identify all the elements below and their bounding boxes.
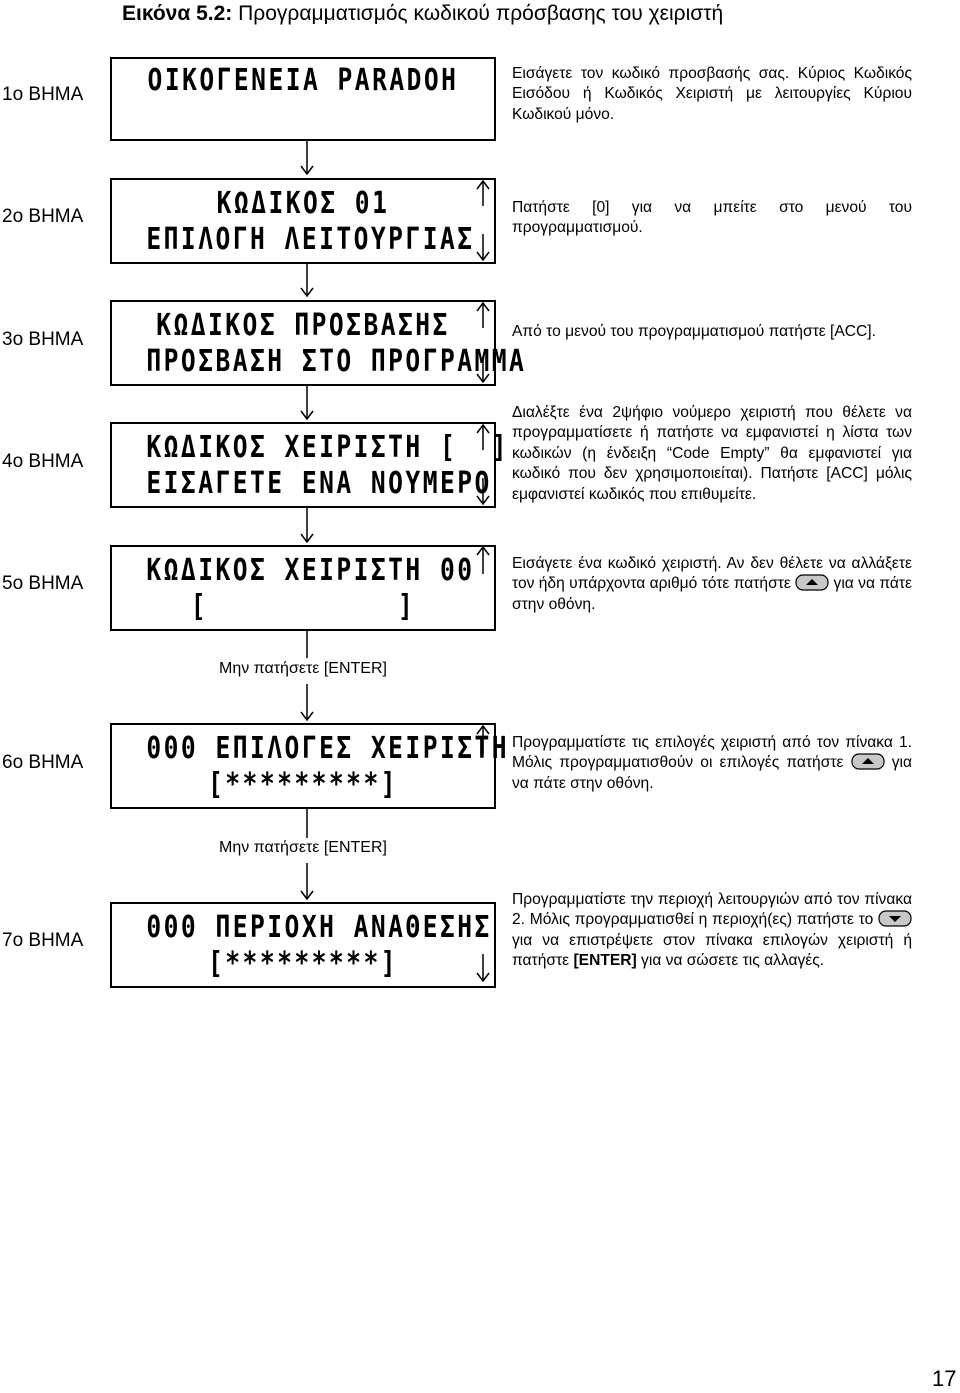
lcd-line-1: OIKOΓENEIA PARADOH [147,63,459,98]
lcd-line-2: EIΣAΓETE ENA NOYMEPO [146,466,492,501]
lcd-line-2: ΠPOΣBAΣH ΣTO ΠPOΓPAMMA [146,344,527,379]
no-enter-note: Μην πατήσετε [ENTER] [219,660,387,677]
step-6-text-b: για να πάτε στην οθόνη. [512,754,912,792]
down-arrow-key-icon [878,910,912,927]
page-number: 17 [932,1366,957,1391]
lcd-line-1: KΩΔIKOΣ XEIPIΣTH 00 [146,553,475,588]
step-6-description [512,733,912,794]
lcd-line-1: KΩΔIKOΣ ΠPOΣBAΣHΣ [156,308,450,343]
step-7-description [512,890,912,972]
step-5-description [512,554,912,615]
scroll-up-arrow-icon [476,546,490,578]
step-2-description: Πατήστε [0] για να μπείτε στο μενού του προγραμματισμού. [512,199,912,237]
flow-connector-line [300,808,314,838]
lcd-display-step-3 [110,300,527,386]
step-5-label: 5ο ΒΗΜΑ [2,573,84,594]
step-7-text-b: για να επιστρέψετε στον πίνακα επιλογών χειριστή ή πατήστε [512,931,912,970]
lcd-display-step-7 [110,902,496,988]
flow-connector-line [300,630,314,658]
down-flow-arrow [300,140,314,176]
scroll-down-arrow-icon [476,952,490,984]
lcd-display-step-1 [110,57,496,141]
scroll-arrows-icon [476,424,490,506]
lcd-line-1: 000 EΠIΛOΓEΣ XEIPIΣTH [146,731,510,766]
lcd-display-step-2 [110,178,496,264]
scroll-arrows-icon [476,180,490,262]
lcd-line-2: [*********] [208,946,398,981]
step-2-label: 2ο ΒΗΜΑ [2,206,84,227]
down-flow-arrow [300,262,314,298]
lcd-display-step-6 [110,723,510,809]
step-7-label: 7ο ΒΗΜΑ [2,930,84,951]
up-arrow-key-icon [795,574,829,591]
down-flow-arrow [300,508,314,544]
step-7-enter-key: [ENTER] [573,952,637,970]
down-flow-arrow [300,385,314,421]
step-4-label: 4ο ΒΗΜΑ [2,451,84,472]
scroll-up-arrow-icon [476,725,490,757]
step-7-text-c: για να σώσετε τις αλλαγές. [636,952,825,970]
step-6-text-a: Προγραμματίστε τις επιλογές χειριστή από τον πίνακα 1. Μόλις προγραμματισθούν οι επιλογές πατήστε [512,734,912,772]
lcd-display-step-5 [110,545,496,631]
figure-title [122,2,723,26]
lcd-line-1: 000 ΠEPIOXH ANAΘEΣHΣ [146,910,492,945]
up-arrow-key-icon [851,753,885,770]
lcd-line-1: KΩΔIKOΣ 01 [216,186,390,221]
figure-caption: Προγραμματισμός κωδικού πρόσβασης του χειριστή [232,2,724,25]
step-4-description: Διαλέξτε ένα 2ψήφιο νούμερο χειριστή που θέλετε να προγραμματίσετε ή πατήστε να εμφανιστεί η λίστα των κωδικών (η ένδειξη “Code Empty” θα εμφανιστεί για κωδικό που δεν χρησιμοποιείται). Πατήστε [ACC] μόλις εμφανιστεί κωδικός που επιθυμείτε. [512,404,912,503]
step-5-text-b: για να πάτε στην οθόνη. [512,575,912,613]
step-3-description: Από το μενού του προγραμματισμού πατήστε [ACC]. [512,323,876,340]
lcd-line-2: EΠIΛOΓH ΛEITOYPΓIAΣ [146,222,475,257]
lcd-line-2: [ ] [190,589,416,624]
step-1-label: 1ο ΒΗΜΑ [2,84,84,105]
no-enter-note: Μην πατήσετε [ENTER] [219,839,387,856]
figure-label: Εικόνα 5.2: [122,2,233,25]
step-6-label: 6ο ΒΗΜΑ [2,752,84,773]
step-3-label: 3ο ΒΗΜΑ [2,329,84,350]
step-1-description: Εισάγετε τον κωδικό προσβασής σας. Κύριος Κωδικός Εισόδου ή Κωδικός Χειριστή με λειτουργίες Κύριου Κωδικού μόνο. [512,65,912,123]
lcd-line-1: KΩΔIKOΣ XEIPIΣTH [ ] [146,430,510,465]
down-flow-arrow [300,863,314,901]
scroll-arrows-icon [476,302,490,384]
lcd-display-step-4 [110,422,510,508]
step-5-text-a: Εισάγετε ένα κωδικό χειριστή. Αν δεν θέλετε να αλλάξετε τον ήδη υπάρχοντα αριθμό τότε πατήστε [512,555,912,593]
step-7-text-a: Προγραμματίστε την περιοχή λειτουργιών από τον πίνακα 2. Μόλις προγραμματισθεί η περιοχή(ες) πατήστε το [512,891,912,929]
lcd-line-2: [*********] [208,767,398,802]
down-flow-arrow [300,684,314,722]
